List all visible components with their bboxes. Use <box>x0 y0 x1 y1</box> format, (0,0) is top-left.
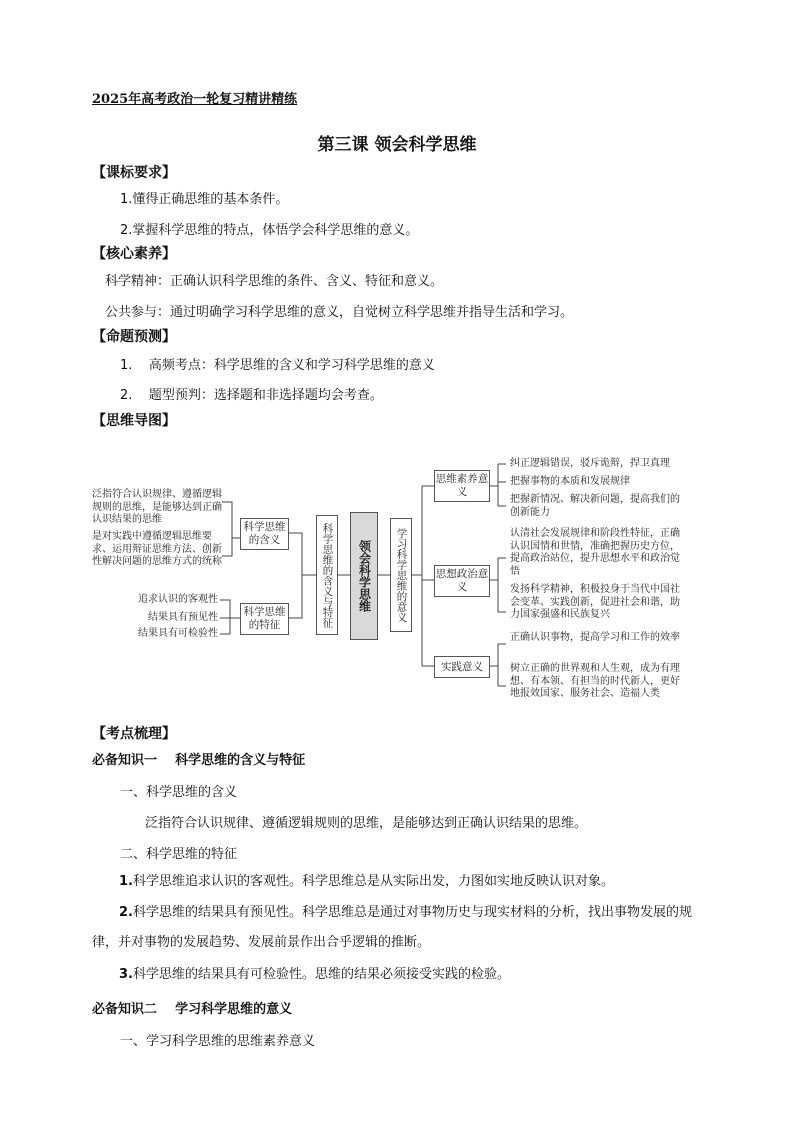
document-top-title: 2025年高考政治一轮复习精讲精练 <box>92 92 298 107</box>
paragraph-number: 3. <box>119 967 133 982</box>
section-heading-literacy: 【核心素养】 <box>92 246 176 262</box>
center-topic-box: 领会科学思维 <box>350 512 378 640</box>
meaning-box: 科学思维的含义 <box>240 518 289 550</box>
practice-text: 树立正确的世界观和人生观，成为有理想、有本领、有担当的时代新人，更好地报效国家、服务社会、造福人类 <box>510 663 680 699</box>
literacy-text: 把握事物的本质和发展规律 <box>510 476 630 487</box>
political-text: 发扬科学精神，积极投身于当代中国社会变革、实践创新，促进社会和谐，助力国家强盛和民族复兴 <box>510 584 680 620</box>
meaning-text: 是对实践中遵循逻辑思维要求、运用辩证思维方法、创新性解决问题的思维方式的统称 <box>92 531 222 567</box>
right-branch-box: 学习科学思维的意义 <box>390 518 412 632</box>
literacy-meaning-box: 思维素养意义 <box>434 470 490 502</box>
political-text: 认清社会发展规律和阶段性特征，正确认识国情和世情，准确把握历史方位，提高政治站位，提升思想水平和政治觉悟 <box>510 528 680 577</box>
curriculum-item: 1.懂得正确思维的基本条件。 <box>120 192 289 207</box>
knowledge-one-title: 必备知识一 科学思维的含义与特征 <box>92 753 306 768</box>
paragraph-number: 1. <box>119 874 133 889</box>
paragraph-text: 科学思维的结果具有可检验性。思维的结果必须接受实践的检验。 <box>132 967 510 982</box>
literacy-text: 纠正逻辑错误，驳斥诡辩，捍卫真理 <box>510 458 670 469</box>
lesson-title: 第三课 领会科学思维 <box>317 135 477 155</box>
paragraph-text: 科学思维追求认识的客观性。科学思维总是从实际出发，力图如实地反映认识对象。 <box>132 874 614 889</box>
literacy-item: 科学精神：正确认识科学思维的条件、含义、特征和意义。 <box>105 274 444 289</box>
knowledge-one-subheading: 二、科学思维的特征 <box>120 847 238 862</box>
feature-text: 追求认识的客观性 <box>138 594 218 605</box>
practice-text: 正确认识事物，提高学习和工作的效率 <box>510 632 680 643</box>
left-branch-box: 科学思维的含义与特征 <box>316 515 338 635</box>
section-heading-curriculum: 【课标要求】 <box>92 165 176 181</box>
feature-paragraph-3 <box>92 960 704 990</box>
section-heading-mindmap: 【思维导图】 <box>92 413 176 429</box>
feature-paragraph-1 <box>92 867 704 897</box>
feature-text: 结果具有预见性 <box>148 612 218 623</box>
practice-meaning-box: 实践意义 <box>434 656 490 678</box>
paragraph-text: 科学思维的结果具有预见性。科学思维总是通过对事物历史与现实材料的分析，找出事物发展的规律，并对事物的发展趋势、发展前景作出合乎逻辑的推断。 <box>92 905 692 950</box>
paragraph-number: 2. <box>119 905 133 920</box>
feature-paragraph-2 <box>92 898 706 958</box>
curriculum-item: 2.掌握科学思维的特点，体悟学会科学思维的意义。 <box>120 223 419 238</box>
knowledge-two-subheading: 一、学习科学思维的思维素养意义 <box>120 1034 316 1049</box>
section-heading-prediction: 【命题预测】 <box>92 329 176 345</box>
political-meaning-box: 思想政治意义 <box>434 565 490 597</box>
literacy-item: 公共参与：通过明确学习科学思维的意义，自觉树立科学思维并指导生活和学习。 <box>105 305 574 320</box>
literacy-text: 把握新情况、解决新问题，提高我们的创新能力 <box>510 494 680 518</box>
prediction-item: 1. 高频考点：科学思维的含义和学习科学思维的意义 <box>120 358 435 373</box>
section-heading-points: 【考点梳理】 <box>92 726 176 742</box>
prediction-item: 2. 题型预判：选择题和非选择题均会考查。 <box>120 388 383 403</box>
feature-text: 结果具有可检验性 <box>138 628 218 639</box>
knowledge-one-subheading: 一、科学思维的含义 <box>120 785 238 800</box>
feature-box: 科学思维的特征 <box>240 603 289 635</box>
meaning-text: 泛指符合认识规律、遵循逻辑规则的思维，是能够达到正确认识结果的思维 <box>92 489 222 525</box>
knowledge-two-title: 必备知识二 学习科学思维的意义 <box>92 1002 293 1017</box>
knowledge-one-definition: 泛指符合认识规律、遵循逻辑规则的思维，是能够达到正确认识结果的思维。 <box>145 816 588 831</box>
